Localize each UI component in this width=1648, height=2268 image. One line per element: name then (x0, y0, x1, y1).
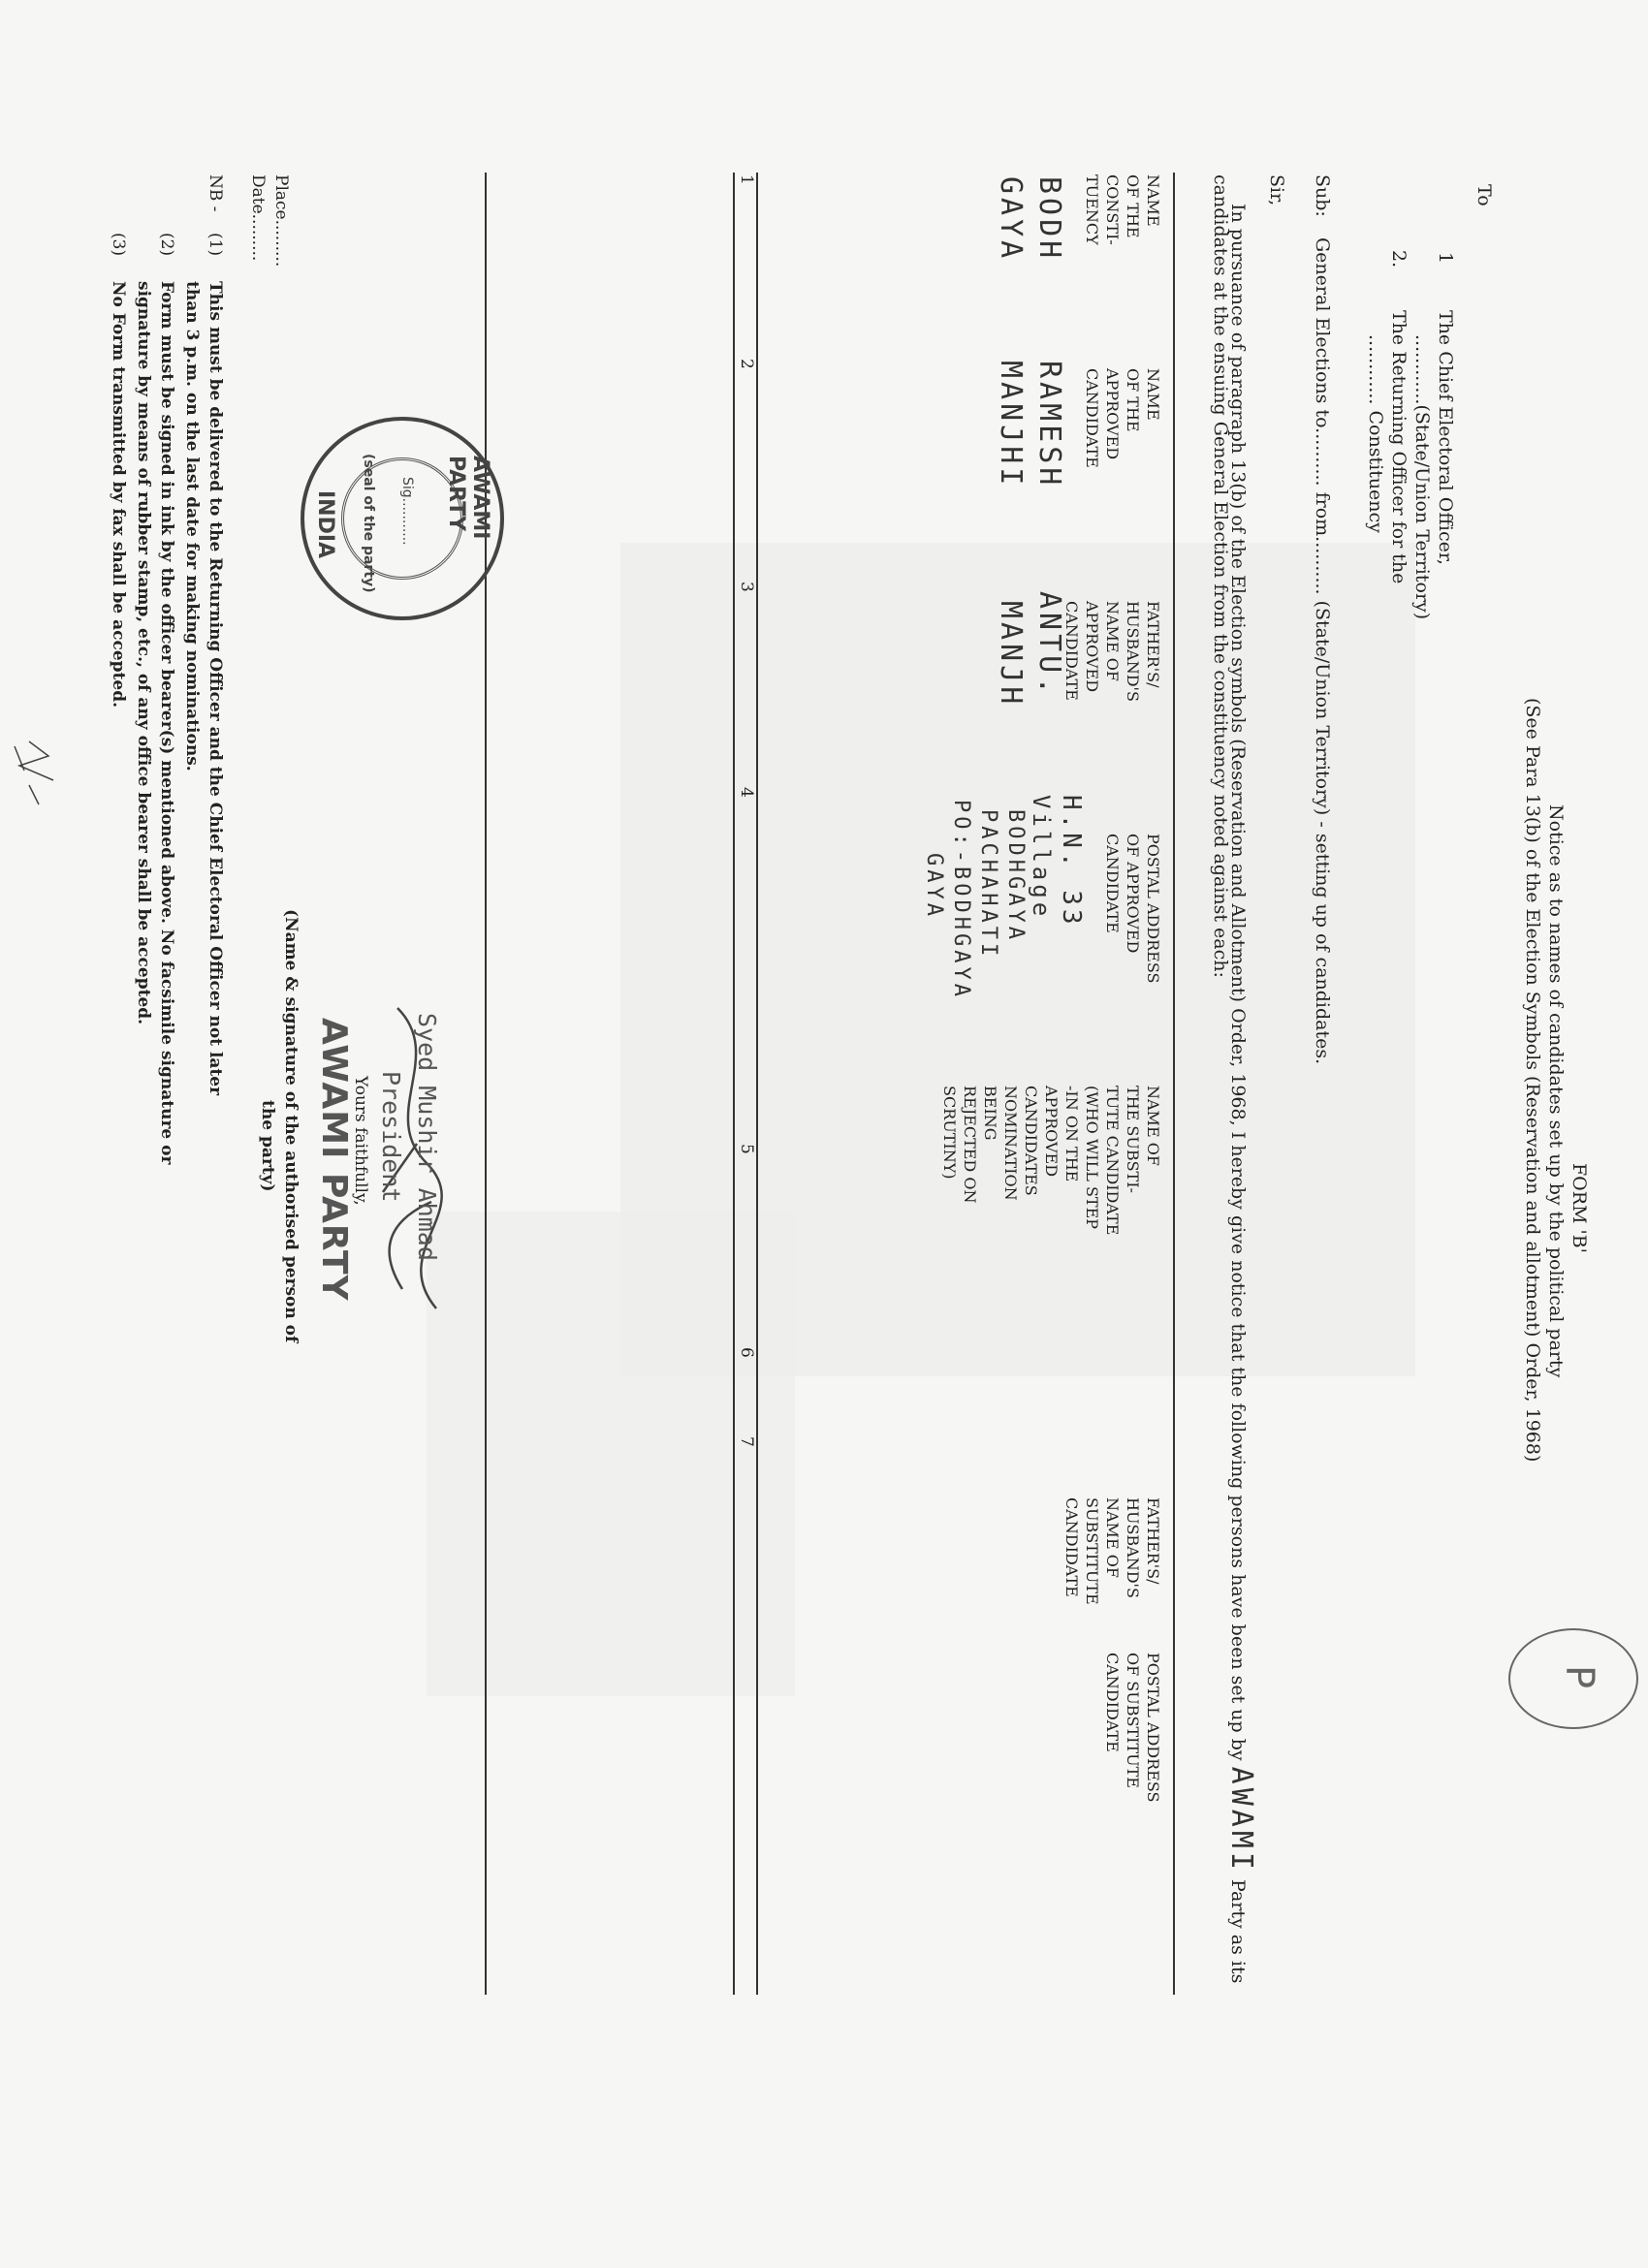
note-2-line1: Form must be signed in ink by the officer bearer(s) mentioned above. No facsimile signature or (157, 281, 176, 1165)
col-number-1: 1 (737, 174, 756, 185)
margin-scribble (10, 737, 58, 814)
note-2-number: (2) (157, 233, 176, 257)
seal-center-text: Sig........... (399, 477, 415, 546)
note-3-line1: No Form transmitted by fax shall be accepted. (109, 281, 128, 709)
cell-address-1: H.N. 33 (1057, 795, 1086, 929)
note-3-number: (3) (109, 233, 128, 257)
note-1-line2: than 3 p.m. on the last date for making nominations. (182, 281, 202, 772)
body-line1-tail: Party as its (1227, 1879, 1249, 1984)
column-number-rule-bottom (733, 173, 735, 1995)
to-label: To (1474, 184, 1495, 206)
header-candidate: NAME OF THE APPROVED CANDIDATE (1083, 368, 1162, 468)
col-number-4: 4 (737, 787, 756, 798)
note-1-number: (1) (206, 233, 225, 257)
subject-label: Sub: (1312, 174, 1333, 217)
addressee-1-line1: The Chief Electoral Officer, (1435, 310, 1456, 565)
yours-faithfully: Yours faithfully, (351, 1076, 370, 1206)
cell-address-2: Village (1028, 795, 1055, 921)
signature-caption-1: (Name & signature of the authorised person of (281, 909, 301, 1343)
header-substitute-name: NAME OF THE SUBSTI- TUTE CANDIDATE (WHO WILL STEP -IN ON THE APPROVED CANDIDATES NOMINATION BEING REJECTED ON SCRUTINY) (940, 1086, 1162, 1236)
cell-father-1: ANTU. (1032, 591, 1066, 699)
form-title: FORM 'B' (1569, 1163, 1590, 1253)
column-number-rule-top (756, 173, 758, 1995)
header-postal-address: POSTAL ADDRESS OF APPROVED CANDIDATE (1103, 834, 1162, 984)
col-number-5: 5 (737, 1144, 756, 1154)
place-field: Place......... (271, 174, 291, 268)
form-reference: (See Para 13(b) of the Election Symbols (Reservation and allotment) Order, 1968) (1522, 698, 1543, 1463)
nb-label: NB - (206, 174, 225, 212)
subject-text: General Elections to.......... from.......... (State/Union Territory) - setting up of candidates. (1312, 237, 1333, 1065)
cell-candidate-2: MANJHI (994, 361, 1028, 489)
addressee-2-number: 2. (1388, 250, 1410, 268)
col-number-2: 2 (737, 359, 756, 369)
note-2-line2: signature by means of rubber stamp, etc., of any office bearer shall be accepted. (134, 281, 153, 1025)
cell-constituency-1: BODH (1032, 176, 1066, 263)
table-top-rule (1173, 173, 1175, 1995)
date-field: Date......... (248, 174, 268, 262)
cell-constituency-2: GAYA (994, 176, 1028, 263)
party-seal (301, 417, 504, 620)
cell-address-6: GAYA (922, 853, 946, 920)
seal-bottom-text: INDIA (313, 490, 337, 559)
table-bottom-rule (485, 173, 487, 1995)
col-number-6: 6 (737, 1347, 756, 1358)
salutation: Sir, (1266, 174, 1287, 206)
seal-top-text: AWAMI PARTY (444, 456, 492, 540)
header-substitute-address: POSTAL ADDRESS OF SUBSTITUTE CANDIDATE (1103, 1653, 1162, 1803)
addressee-2-line1: The Returning Officer for the (1388, 310, 1410, 584)
addressee-1-number: 1 (1435, 252, 1456, 265)
header-substitute-father: FATHER'S/ HUSBAND'S NAME OF SUBSTITUTE CANDIDATE (1062, 1497, 1162, 1605)
header-constituency: NAME OF THE CONSTI- TUENCY (1083, 174, 1162, 245)
cell-address-3: BODHGAYA (1003, 809, 1028, 943)
col-number-3: 3 (737, 582, 756, 592)
cell-father-2: MANJH (994, 601, 1028, 709)
signatory-title: President (377, 1071, 405, 1203)
cell-address-4: PACHAHATI (976, 809, 1000, 961)
cell-candidate-1: RAMESH (1032, 361, 1066, 489)
party-handwritten: AWAMI (1224, 1766, 1258, 1874)
addressee-1-line2: ............(State/Union Territory) (1411, 334, 1433, 620)
signature-caption-2: the party) (258, 1100, 277, 1192)
cell-address-5: PO:-BODHGAYA (949, 800, 973, 1000)
col-number-7: 7 (737, 1436, 756, 1447)
note-1-line1: This must be delivered to the Returning Officer and the Chief Electoral Officer not later (206, 281, 225, 1096)
corner-mark: P (1557, 1665, 1601, 1689)
seal-caption: (seal of the party) (361, 454, 376, 593)
form-subtitle: Notice as to names of candidates set up by the political party (1545, 804, 1567, 1378)
signatory-name: Syed Mushir Ahmad (413, 1013, 441, 1261)
body-line2: candidates at the ensuing General Election from the constituency noted against each: (1210, 174, 1231, 978)
party-stamp-text: AWAMI PARTY (314, 1018, 354, 1302)
header-father-name: FATHER'S/ HUSBAND'S NAME OF APPROVED CANDIDATE (1062, 601, 1162, 702)
addressee-2-line2: ............ Constituency (1365, 334, 1386, 533)
body-line1-text: In pursuance of paragraph 13(b) of the Election symbols (Reservation and Allotment) Order, 1968, I hereby give notice that the following persons have been set up by (1227, 204, 1249, 1761)
